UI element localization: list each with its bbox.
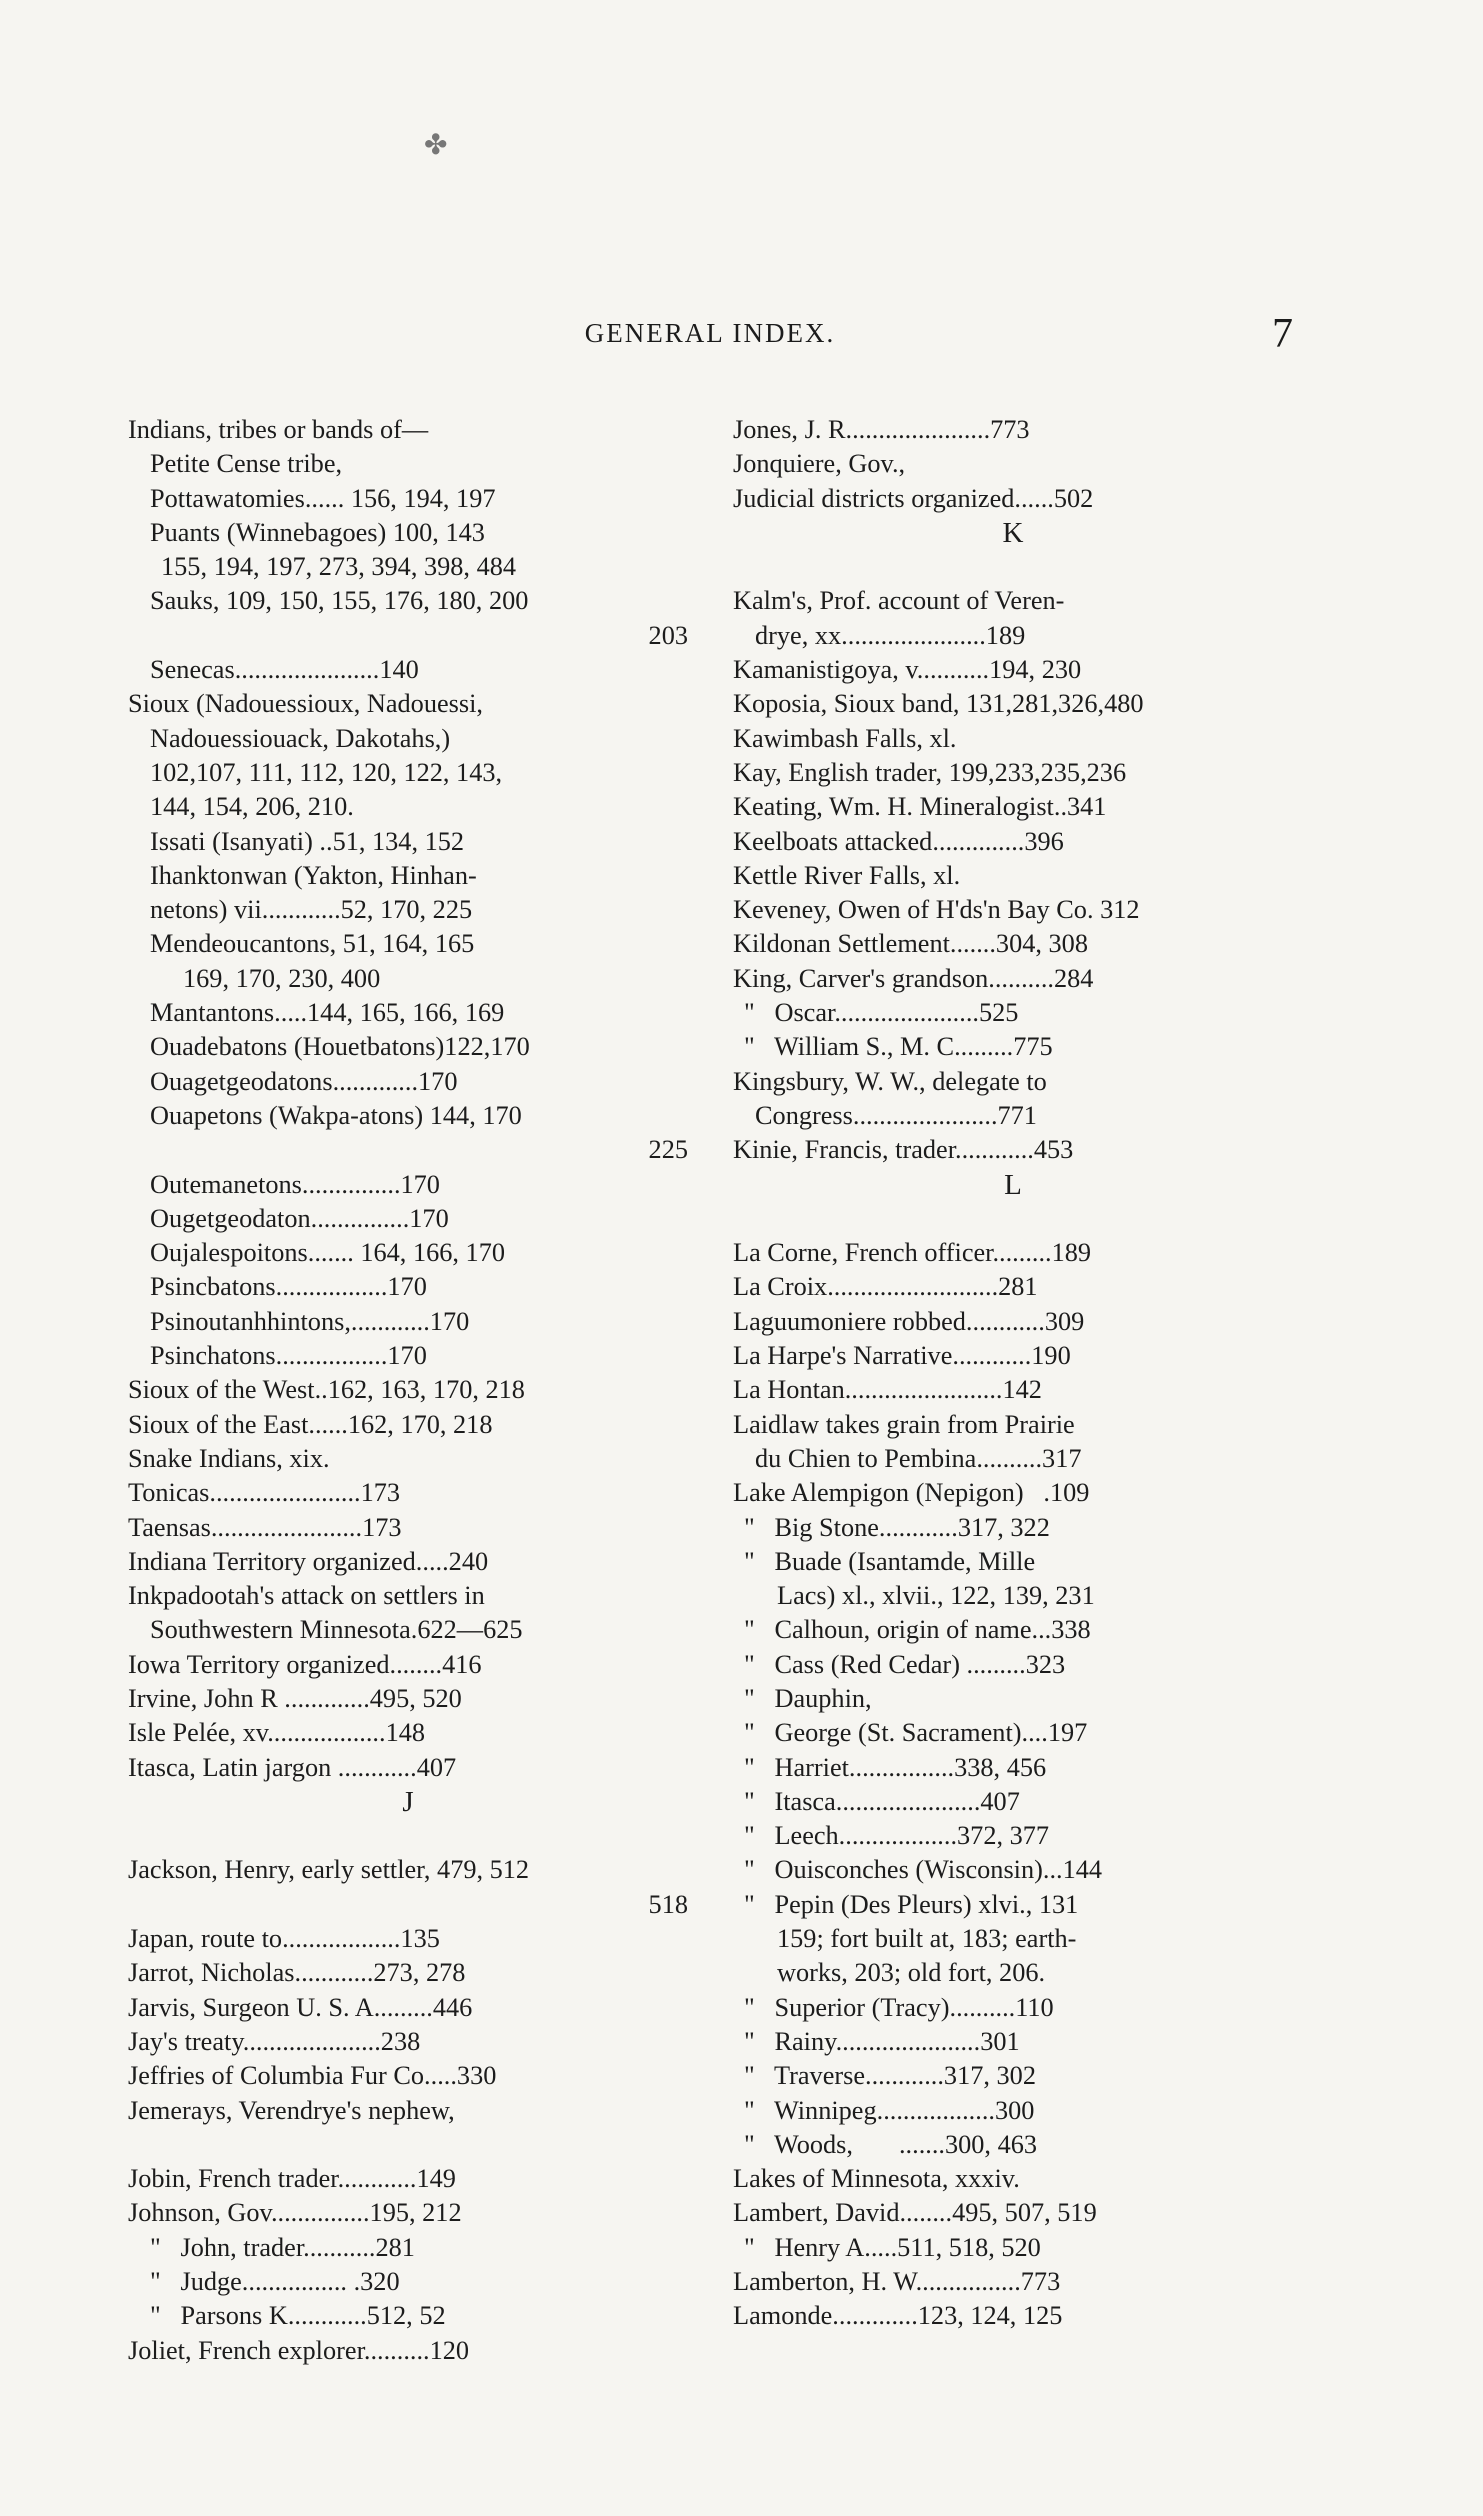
index-entry: Sioux of the East......162, 170, 218 xyxy=(128,1409,493,1439)
index-entry: Lambert, David........495, 507, 519 xyxy=(733,2198,1097,2228)
index-entry: Itasca, Latin jargon ............407 xyxy=(128,1752,457,1782)
index-entry: Lakes of Minnesota, xxxiv. xyxy=(733,2164,1020,2194)
index-entry: Kingsbury, W. W., delegate to xyxy=(733,1066,1047,1096)
index-entry: Kildonan Settlement.......304, 308 xyxy=(733,929,1088,959)
index-entry: Keating, Wm. H. Mineralogist..341 xyxy=(733,792,1107,822)
index-entry: Snake Indians, xix. xyxy=(128,1443,330,1473)
index-entry: Jarvis, Surgeon U. S. A.........446 xyxy=(128,1992,473,2022)
printers-mark: ✤ xyxy=(424,130,448,161)
index-entry: Lamonde.............123, 124, 125 xyxy=(733,2301,1063,2331)
index-entry: " Parsons K............512, 52 xyxy=(150,2301,446,2331)
index-entry: Jackson, Henry, early settler, 479, 512 xyxy=(128,1855,530,1885)
index-entry: La Corne, French officer.........189 xyxy=(733,1238,1092,1268)
index-entry: La Harpe's Narrative............190 xyxy=(733,1341,1071,1371)
index-entry: " Henry A.....511, 518, 520 xyxy=(744,2232,1041,2262)
index-entry: " William S., M. C.........775 xyxy=(744,1032,1053,1062)
index-entry: Joliet, French explorer..........120 xyxy=(128,2335,470,2365)
index-entry: Psinoutanhhintons,............170 xyxy=(150,1306,470,1336)
index-entry: 155, 194, 197, 273, 394, 398, 484 xyxy=(161,552,517,582)
index-entry: " Cass (Red Cedar) .........323 xyxy=(744,1649,1066,1679)
index-entry: 144, 154, 206, 210. xyxy=(150,792,354,822)
index-entry: Ihanktonwan (Yakton, Hinhan- xyxy=(150,860,477,890)
index-entry: Jemerays, Verendrye's nephew, xyxy=(128,2095,455,2125)
index-entry: Johnson, Gov...............195, 212 xyxy=(128,2198,462,2228)
blank-line xyxy=(128,1819,688,1853)
index-entry: " Dauphin, xyxy=(744,1683,872,1713)
index-entry: Taensas.......................173 xyxy=(128,1512,402,1542)
index-entry: Congress......................771 xyxy=(755,1100,1037,1130)
index-entry: Lake Alempigon (Nepigon) .109 xyxy=(733,1478,1090,1508)
page-number: 7 xyxy=(1272,311,1293,357)
index-entry: " Leech..................372, 377 xyxy=(744,1821,1050,1851)
index-entry: Jeffries of Columbia Fur Co.....330 xyxy=(128,2061,497,2091)
index-entry: Isle Pelée, xv..................148 xyxy=(128,1718,426,1748)
index-entry: Iowa Territory organized........416 xyxy=(128,1649,482,1679)
index-entry: " Itasca......................407 xyxy=(744,1786,1020,1816)
index-entry: du Chien to Pembina..........317 xyxy=(755,1443,1082,1473)
index-entry: Ouapetons (Wakpa-atons) 144, 170 xyxy=(150,1100,522,1130)
index-entry: Ougetgeodaton...............170 xyxy=(150,1203,449,1233)
index-entry: Judicial districts organized......502 xyxy=(733,483,1094,513)
index-entry: Puants (Winnebagoes) 100, 143 xyxy=(150,517,485,547)
index-entry: Keelboats attacked..............396 xyxy=(733,826,1064,856)
index-entry: Jones, J. R......................773 xyxy=(733,415,1030,444)
index-entry: " Pepin (Des Pleurs) xlvi., 131 xyxy=(744,1889,1079,1919)
index-entry: Senecas......................140 xyxy=(150,655,419,685)
index-entry: " Judge................ .320 xyxy=(150,2267,400,2297)
index-entry: Laidlaw takes grain from Prairie xyxy=(733,1409,1075,1439)
index-entry: Jobin, French trader............149 xyxy=(128,2164,456,2194)
index-entry: Jonquiere, Gov., xyxy=(733,449,906,479)
index-entry: 102,107, 111, 112, 120, 122, 143, xyxy=(150,757,503,787)
blank-line xyxy=(128,2128,688,2162)
index-entry: Jarrot, Nicholas............273, 278 xyxy=(128,1958,466,1988)
index-entry: Oujalespoitons....... 164, 166, 170 xyxy=(150,1238,505,1268)
index-entry: Lamberton, H. W................773 xyxy=(733,2267,1061,2297)
index-entry: Laguumoniere robbed............309 xyxy=(733,1306,1085,1336)
index-entry: Tonicas.......................173 xyxy=(128,1478,401,1508)
section-letter: K xyxy=(1002,516,1024,549)
index-entry: 169, 170, 230, 400 xyxy=(183,963,381,993)
index-entry: Sioux (Nadouessioux, Nadouessi, xyxy=(128,689,483,719)
index-entry: Mantantons.....144, 165, 166, 169 xyxy=(150,998,505,1028)
index-entry: Kinie, Francis, trader............453 xyxy=(733,1135,1074,1165)
index-entry: Ouagetgeodatons.............170 xyxy=(150,1066,458,1096)
index-entry: Psinchatons.................170 xyxy=(150,1341,427,1371)
index-entry: Petite Cense tribe, xyxy=(150,449,343,479)
index-entry: " Calhoun, origin of name...338 xyxy=(744,1615,1091,1645)
index-entry: Kawimbash Falls, xl. xyxy=(733,723,957,753)
index-entry: 518 xyxy=(648,1889,688,1919)
section-letter: J xyxy=(402,1785,414,1818)
index-entry: Keveney, Owen of H'ds'n Bay Co. 312 xyxy=(733,895,1140,925)
index-entry: Irvine, John R .............495, 520 xyxy=(128,1683,462,1713)
blank-line xyxy=(733,1202,1293,1236)
index-entry: Sauks, 109, 150, 155, 176, 180, 200 xyxy=(150,586,529,616)
index-entry: Japan, route to..................135 xyxy=(128,1924,440,1954)
index-entry: " John, trader...........281 xyxy=(150,2232,415,2262)
index-entry: Kay, English trader, 199,233,235,236 xyxy=(733,757,1127,787)
index-entry: King, Carver's grandson..........284 xyxy=(733,963,1094,993)
index-entry: La Croix..........................281 xyxy=(733,1272,1038,1302)
index-entry: Jay's treaty.....................238 xyxy=(128,2026,421,2056)
index-entry: Psincbatons.................170 xyxy=(150,1272,427,1302)
index-column-left xyxy=(128,413,688,2368)
index-entry: " George (St. Sacrament)....197 xyxy=(744,1718,1088,1748)
index-entry: works, 203; old fort, 206. xyxy=(777,1958,1046,1988)
index-entry: " Big Stone............317, 322 xyxy=(744,1512,1050,1542)
index-entry: Inkpadootah's attack on settlers in xyxy=(128,1581,485,1611)
index-entry: Kalm's, Prof. account of Veren- xyxy=(733,586,1065,616)
index-entry: Indiana Territory organized.....240 xyxy=(128,1546,489,1576)
section-letter: L xyxy=(1004,1168,1022,1201)
index-entry: Outemanetons...............170 xyxy=(150,1169,440,1199)
index-entry: Southwestern Minnesota.622—625 xyxy=(150,1615,523,1645)
index-entry: drye, xx......................189 xyxy=(755,620,1026,650)
index-entry: Nadouessiouack, Dakotahs,) xyxy=(150,723,451,753)
index-entry: " Winnipeg..................300 xyxy=(744,2095,1035,2125)
index-entry: 225 xyxy=(648,1135,688,1165)
index-entry: " Oscar......................525 xyxy=(744,998,1019,1028)
index-entry: Lacs) xl., xlvii., 122, 139, 231 xyxy=(777,1581,1095,1611)
index-entry: Pottawatomies...... 156, 194, 197 xyxy=(150,483,496,513)
index-entry: " Ouisconches (Wisconsin)...144 xyxy=(744,1855,1103,1885)
index-entry: Koposia, Sioux band, 131,281,326,480 xyxy=(733,689,1144,719)
running-header: GENERAL INDEX. xyxy=(584,318,836,348)
index-entry: " Rainy......................301 xyxy=(744,2026,1020,2056)
index-entry: " Buade (Isantamde, Mille xyxy=(744,1546,1036,1576)
index-entry: " Superior (Tracy)..........110 xyxy=(744,1992,1054,2022)
index-entry: 159; fort built at, 183; earth- xyxy=(777,1924,1077,1954)
index-entry: " Traverse............317, 302 xyxy=(744,2061,1036,2091)
blank-line xyxy=(733,550,1293,584)
index-entry: Ouadebatons (Houetbatons)122,170 xyxy=(150,1032,530,1062)
index-entry: La Hontan........................142 xyxy=(733,1375,1042,1405)
index-entry: " Harriet................338, 456 xyxy=(744,1752,1047,1782)
index-entry: Issati (Isanyati) ..51, 134, 152 xyxy=(150,826,465,856)
index-entry: netons) vii............52, 170, 225 xyxy=(150,895,473,925)
index-entry: 203 xyxy=(648,620,688,650)
index-entry: Mendeoucantons, 51, 164, 165 xyxy=(150,929,475,959)
index-entry: Sioux of the West..162, 163, 170, 218 xyxy=(128,1375,525,1405)
index-entry: Kamanistigoya, v...........194, 230 xyxy=(733,655,1082,685)
index-column-right xyxy=(733,413,1293,2334)
index-entry: Kettle River Falls, xl. xyxy=(733,860,961,890)
index-entry: Indians, tribes or bands of— xyxy=(128,415,429,444)
index-entry: " Woods, .......300, 463 xyxy=(744,2129,1038,2159)
